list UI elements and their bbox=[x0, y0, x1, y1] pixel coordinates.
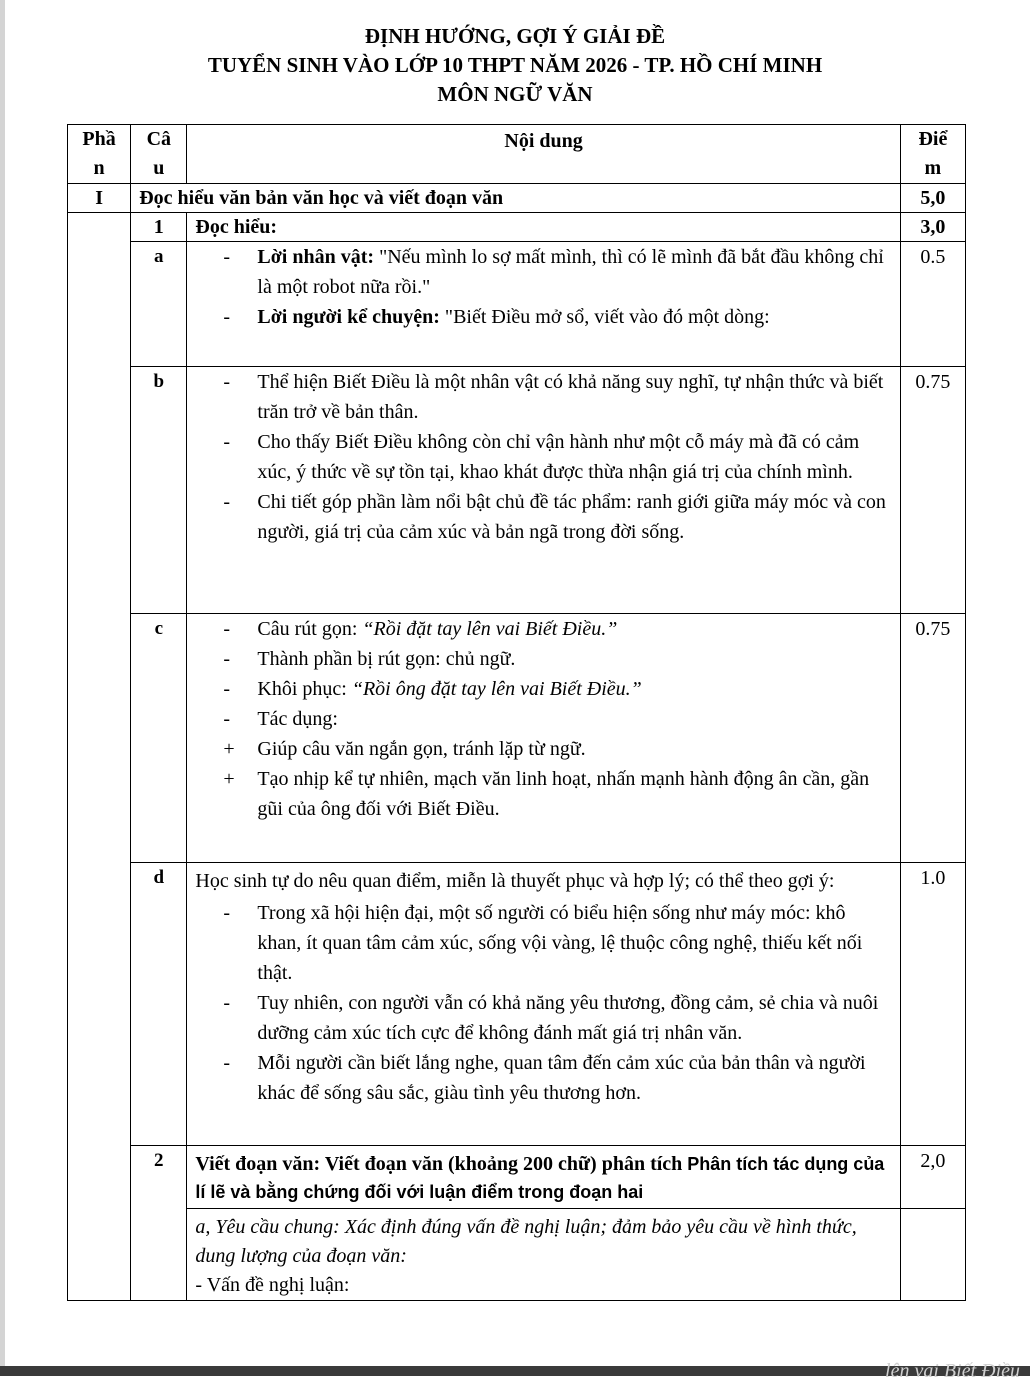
list-item: + Giúp câu văn ngắn gọn, tránh lặp từ ngữ. bbox=[223, 738, 586, 760]
list-item: - Trong xã hội hiện đại, một số người có biểu hiện sống như máy móc: khô khan, ít quan tâm cảm xúc, sống vội vàng, lệ thuộc công nghệ, thiếu kết nối thật. bbox=[223, 902, 863, 984]
header-cau: Câ u bbox=[131, 125, 187, 184]
part-column-empty bbox=[68, 213, 131, 1301]
header-line-1: ĐỊNH HƯỚNG, GỢI Ý GIẢI ĐỀ bbox=[364, 24, 666, 48]
table-row-question-2 bbox=[68, 1146, 966, 1209]
requirement-general: a, Yêu cầu chung: Xác định đúng vấn đề nghị luận; đảm bảo yêu cầu về hình thức, dung lượng của đoạn văn: bbox=[195, 1216, 857, 1267]
score-a: 0.5 bbox=[900, 242, 965, 367]
question-2-requirements-score bbox=[900, 1209, 965, 1301]
table-row-b bbox=[68, 367, 966, 614]
answer-table bbox=[67, 124, 966, 1301]
next-page-edge bbox=[0, 1360, 1030, 1382]
sub-label-d: d bbox=[131, 863, 187, 1146]
content-a bbox=[187, 242, 900, 367]
page-left-edge bbox=[0, 0, 5, 1376]
requirement-issue: - Vấn đề nghị luận: bbox=[195, 1274, 350, 1296]
question-2-label: 2 bbox=[131, 1146, 187, 1301]
part-label: I bbox=[68, 184, 131, 213]
header-line-3: MÔN NGỮ VĂN bbox=[437, 82, 593, 106]
sub-label-a: a bbox=[131, 242, 187, 367]
list-item: - Khôi phục: “Rồi ông đặt tay lên vai Biết Điều.” bbox=[223, 678, 642, 700]
question-1-label: 1 bbox=[131, 213, 187, 242]
part-score: 5,0 bbox=[900, 184, 965, 213]
table-row-a bbox=[68, 242, 966, 367]
question-2-title: Viết đoạn văn: Viết đoạn văn (khoảng 200 chữ) phân tích Phân tích tác dụng của lí lẽ và bằng chứng đối với luận điểm trong đoạn hai bbox=[187, 1146, 900, 1209]
list-item: - Tuy nhiên, con người vẫn có khả năng yêu thương, đồng cảm, sẻ chia và nuôi dưỡng cảm xúc tích cực để không đánh mất giá trị nhân văn. bbox=[223, 992, 879, 1044]
list-item: - Thành phần bị rút gọn: chủ ngữ. bbox=[223, 648, 516, 670]
question-1-score: 3,0 bbox=[900, 213, 965, 242]
list-item: + Tạo nhịp kể tự nhiên, mạch văn linh hoạt, nhấn mạnh hành động ân cần, gần gũi của ông đối với Biết Điều. bbox=[223, 768, 870, 820]
sub-label-b: b bbox=[131, 367, 187, 614]
question-1-title: Đọc hiểu: bbox=[187, 213, 900, 242]
table-row-question-2-requirements bbox=[68, 1209, 966, 1301]
list-item: - Mỗi người cần biết lắng nghe, quan tâm đến cảm xúc của bản thân và người khác để sống sâu sắc, giàu tình yêu thương hơn. bbox=[223, 1052, 866, 1104]
header-diem: Điể m bbox=[900, 125, 965, 184]
list-item: - Lời nhân vật: "Nếu mình lo sợ mất mình, thì có lẽ mình đã bắt đầu không chỉ là một robot nữa rồi." bbox=[223, 246, 884, 298]
table-header-row bbox=[68, 125, 966, 184]
table-row-d bbox=[68, 863, 966, 1146]
sub-label-c: c bbox=[131, 614, 187, 863]
content-c bbox=[187, 614, 900, 863]
score-c: 0.75 bbox=[900, 614, 965, 863]
score-b: 0.75 bbox=[900, 367, 965, 614]
table-row-c bbox=[68, 614, 966, 863]
question-2-requirements bbox=[187, 1209, 900, 1301]
list-item: - Lời người kể chuyện: "Biết Điều mở sổ, viết vào đó một dòng: bbox=[223, 306, 770, 328]
part-title: Đọc hiểu văn bản văn học và viết đoạn văn bbox=[131, 184, 901, 213]
header-line-2: TUYỂN SINH VÀO LỚP 10 THPT NĂM 2026 - TP. HỒ CHÍ MINH bbox=[207, 53, 823, 77]
content-b bbox=[187, 367, 900, 614]
content-d-intro: Học sinh tự do nêu quan điểm, miễn là thuyết phục và hợp lý; có thể theo gợi ý: bbox=[195, 870, 835, 892]
header-phan: Phầ n bbox=[68, 125, 131, 184]
content-d bbox=[187, 863, 900, 1146]
next-page-ghost-text: lên vai Biết Điều bbox=[885, 1360, 1020, 1382]
list-item: - Tác dụng: bbox=[223, 708, 338, 730]
header-noi-dung: Nội dung bbox=[187, 125, 900, 184]
document-header bbox=[0, 22, 1030, 109]
table-row-part-1 bbox=[68, 184, 966, 213]
list-item: - Chi tiết góp phần làm nổi bật chủ đề tác phẩm: ranh giới giữa máy móc và con người, giá trị của cảm xúc và bản ngã trong đời sống. bbox=[223, 491, 886, 543]
score-d: 1.0 bbox=[900, 863, 965, 1146]
question-2-score: 2,0 bbox=[900, 1146, 965, 1209]
list-item: - Cho thấy Biết Điều không còn chỉ vận hành như một cỗ máy mà đã có cảm xúc, ý thức về sự tồn tại, khao khát được thừa nhận giá trị của chính mình. bbox=[223, 431, 860, 483]
list-item: - Câu rút gọn: “Rồi đặt tay lên vai Biết Điều.” bbox=[223, 618, 618, 640]
table-row-question-1 bbox=[68, 213, 966, 242]
list-item: - Thể hiện Biết Điều là một nhân vật có khả năng suy nghĩ, tự nhận thức và biết trăn trở về bản thân. bbox=[223, 371, 884, 423]
